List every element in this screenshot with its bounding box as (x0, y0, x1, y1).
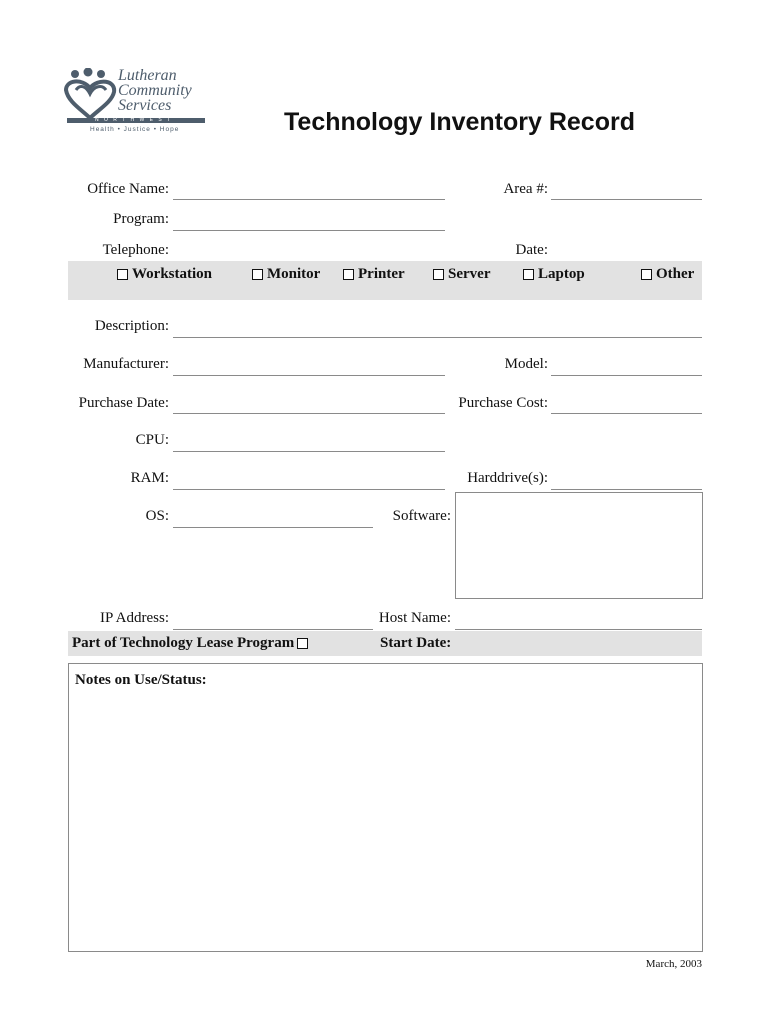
checkbox-label: Workstation (132, 266, 213, 282)
area-field[interactable] (551, 199, 702, 200)
purchase-date-field[interactable] (173, 413, 445, 414)
checkbox-icon[interactable] (523, 269, 534, 280)
lease-program-checkbox[interactable] (72, 635, 312, 652)
description-field[interactable] (173, 337, 702, 338)
checkbox-icon[interactable] (252, 269, 263, 280)
organization-logo (62, 64, 212, 136)
people-heart-icon (62, 68, 122, 120)
date-label: Date: (515, 242, 548, 258)
ip-address-label: IP Address: (99, 610, 169, 626)
ip-address-field[interactable] (173, 629, 373, 630)
host-name-label: Host Name: (378, 610, 451, 626)
office-name-field[interactable] (173, 199, 445, 200)
lease-program-label: Part of Technology Lease Program (72, 635, 295, 651)
checkbox-label: Server (448, 266, 491, 282)
telephone-label: Telephone: (102, 242, 169, 258)
notes-label: Notes on Use/Status: (75, 672, 207, 688)
host-name-field[interactable] (455, 629, 702, 630)
ram-field[interactable] (173, 489, 445, 490)
checkbox-laptop[interactable] (523, 266, 585, 283)
checkbox-icon[interactable] (117, 269, 128, 280)
os-field[interactable] (173, 527, 373, 528)
checkbox-label: Other (656, 266, 695, 282)
model-field[interactable] (551, 375, 702, 376)
software-textarea[interactable] (455, 492, 703, 599)
harddrives-field[interactable] (551, 489, 702, 490)
checkbox-server[interactable] (433, 266, 490, 283)
cpu-field[interactable] (173, 451, 445, 452)
checkbox-label: Printer (358, 266, 405, 282)
checkbox-icon[interactable] (343, 269, 354, 280)
notes-box[interactable] (68, 663, 703, 952)
checkbox-label: Monitor (267, 266, 321, 282)
purchase-cost-label: Purchase Cost: (458, 395, 548, 411)
checkbox-icon[interactable] (641, 269, 652, 280)
checkbox-workstation[interactable] (117, 266, 212, 283)
checkbox-icon[interactable] (433, 269, 444, 280)
model-label: Model: (504, 356, 548, 372)
logo-bar-text: N O R T H W E S T (95, 117, 173, 123)
logo-tagline: Health • Justice • Hope (90, 126, 180, 133)
software-label: Software: (392, 508, 451, 524)
revision-date: March, 2003 (645, 958, 702, 970)
program-field[interactable] (173, 230, 445, 231)
harddrives-label: Harddrive(s): (467, 470, 548, 486)
description-label: Description: (94, 318, 169, 334)
checkbox-monitor[interactable] (252, 266, 320, 283)
start-date-label: Start Date: (380, 635, 452, 651)
program-label: Program: (113, 211, 169, 227)
checkbox-icon[interactable] (297, 638, 308, 649)
ram-label: RAM: (130, 470, 169, 486)
checkbox-label: Laptop (538, 266, 585, 282)
purchase-cost-field[interactable] (551, 413, 702, 414)
office-name-label: Office Name: (87, 181, 169, 197)
page-title: Technology Inventory Record (284, 108, 635, 136)
logo-text-line3: Services (118, 97, 172, 114)
cpu-label: CPU: (135, 432, 169, 448)
logo-text-line1: Lutheran (118, 67, 177, 84)
checkbox-other[interactable] (641, 266, 694, 283)
purchase-date-label: Purchase Date: (78, 395, 169, 411)
logo-bar (67, 118, 205, 123)
manufacturer-field[interactable] (173, 375, 445, 376)
os-label: OS: (145, 508, 169, 524)
logo-text-line2: Community (118, 82, 192, 99)
manufacturer-label: Manufacturer: (83, 356, 169, 372)
checkbox-printer[interactable] (343, 266, 405, 283)
area-label: Area #: (503, 181, 548, 197)
